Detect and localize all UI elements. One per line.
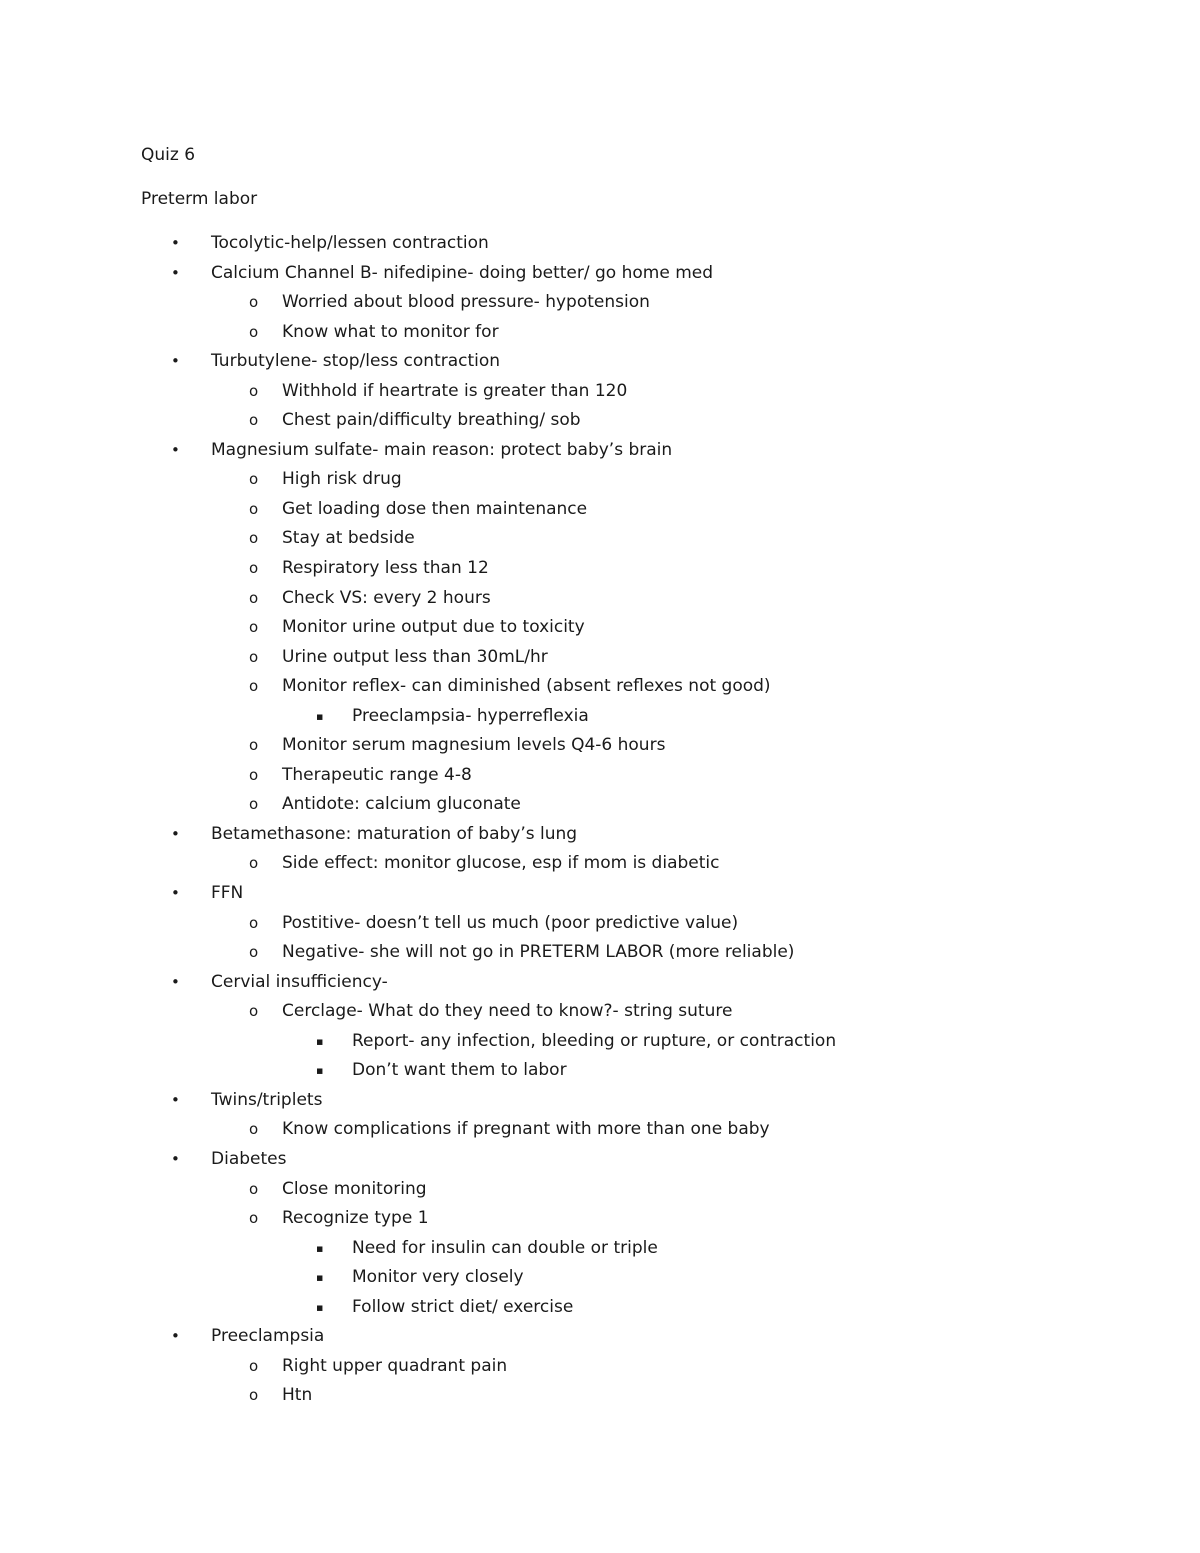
list-item <box>0 436 1200 466</box>
list-item-text: Postitive- doesn’t tell us much (poor predictive value) <box>282 912 739 933</box>
list-item-text: Monitor urine output due to toxicity <box>282 617 585 638</box>
list-item <box>0 465 1200 495</box>
list-item <box>0 849 1200 879</box>
bullet-circle-icon: o <box>249 677 259 696</box>
list-item-text: Worried about blood pressure- hypotension <box>282 292 650 313</box>
list-item <box>0 1352 1200 1382</box>
list-item-text: Therapeutic range 4-8 <box>282 764 472 785</box>
list-item-text: Diabetes <box>211 1148 287 1169</box>
bullet-circle-icon: o <box>249 499 259 518</box>
list-item <box>0 968 1200 998</box>
list-item-text: Htn <box>282 1385 313 1406</box>
list-item-text: Get loading dose then maintenance <box>282 498 588 519</box>
bullet-square-icon: ▪ <box>316 1300 324 1314</box>
list-item <box>0 229 1200 259</box>
list-item <box>0 259 1200 289</box>
bullet-circle-icon: o <box>249 381 259 400</box>
list-item <box>0 288 1200 318</box>
bullet-circle-icon: o <box>249 647 259 666</box>
bullet-circle-icon: o <box>249 293 259 312</box>
list-item <box>0 377 1200 407</box>
list-item-text: FFN <box>211 883 244 904</box>
list-item-text: Preeclampsia <box>211 1326 325 1347</box>
bullet-circle-icon: o <box>249 618 259 637</box>
list-item <box>0 347 1200 377</box>
bullet-disc-icon: • <box>171 824 180 843</box>
bullet-disc-icon: • <box>171 1090 180 1109</box>
list-item-text: Monitor reflex- can diminished (absent reflexes not good) <box>282 676 771 697</box>
list-item-text: Withhold if heartrate is greater than 120 <box>282 380 628 401</box>
list-item-text: Monitor serum magnesium levels Q4-6 hours <box>282 735 666 756</box>
bullet-square-icon: ▪ <box>316 1034 324 1048</box>
list-item-text: Monitor very closely <box>352 1267 524 1288</box>
list-item <box>0 1381 1200 1411</box>
list-item-text: Need for insulin can double or triple <box>352 1237 658 1258</box>
bullet-circle-icon: o <box>249 854 259 873</box>
list-item <box>0 1293 1200 1323</box>
list-item-text: Cervial insufficiency- <box>211 971 388 992</box>
list-item <box>0 1027 1200 1057</box>
bullet-disc-icon: • <box>171 1327 180 1346</box>
bullet-circle-icon: o <box>249 470 259 489</box>
list-item-text: Cerclage- What do they need to know?- string suture <box>282 1001 733 1022</box>
notes-list <box>0 229 1200 1411</box>
bullet-square-icon: ▪ <box>316 1241 324 1255</box>
bullet-circle-icon: o <box>249 322 259 341</box>
bullet-circle-icon: o <box>249 1179 259 1198</box>
bullet-disc-icon: • <box>171 234 180 252</box>
list-item-text: Negative- she will not go in PRETERM LABOR (more reliable) <box>282 942 795 963</box>
list-item <box>0 406 1200 436</box>
bullet-circle-icon: o <box>249 943 259 962</box>
list-item-text: Close monitoring <box>282 1178 427 1199</box>
section-heading: Preterm labor <box>141 189 258 209</box>
list-item <box>0 820 1200 850</box>
list-item <box>0 1115 1200 1145</box>
list-item <box>0 1322 1200 1352</box>
bullet-disc-icon: • <box>171 263 180 282</box>
list-item <box>0 672 1200 702</box>
bullet-disc-icon: • <box>171 972 180 991</box>
bullet-square-icon: ▪ <box>316 1271 324 1285</box>
list-item <box>0 731 1200 761</box>
list-item <box>0 613 1200 643</box>
list-item-text: Tocolytic-help/lessen contraction <box>211 233 489 253</box>
list-item <box>0 1056 1200 1086</box>
list-item <box>0 554 1200 584</box>
bullet-circle-icon: o <box>249 529 259 548</box>
list-item <box>0 1175 1200 1205</box>
list-item-text: Antidote: calcium gluconate <box>282 794 521 815</box>
bullet-disc-icon: • <box>171 884 180 903</box>
bullet-circle-icon: o <box>249 1356 259 1375</box>
list-item-text: Right upper quadrant pain <box>282 1355 508 1376</box>
list-item-text: Betamethasone: maturation of baby’s lung <box>211 823 578 844</box>
bullet-circle-icon: o <box>249 1386 259 1405</box>
bullet-circle-icon: o <box>249 1209 259 1228</box>
list-item-text: Chest pain/difficulty breathing/ sob <box>282 410 581 431</box>
list-item-text: Magnesium sulfate- main reason: protect baby’s brain <box>211 439 673 460</box>
list-item <box>0 761 1200 791</box>
bullet-circle-icon: o <box>249 411 259 430</box>
list-item-text: High risk drug <box>282 469 402 490</box>
list-item <box>0 1234 1200 1264</box>
list-item-text: Preeclampsia- hyperreflexia <box>352 705 589 726</box>
list-item-text: Don’t want them to labor <box>352 1060 567 1081</box>
list-item <box>0 790 1200 820</box>
bullet-disc-icon: • <box>171 352 180 371</box>
bullet-circle-icon: o <box>249 795 259 814</box>
list-item-text: Calcium Channel B- nifedipine- doing better/ go home med <box>211 262 714 283</box>
list-item-text: Turbutylene- stop/less contraction <box>211 351 501 372</box>
list-item-text: Stay at bedside <box>282 528 415 549</box>
list-item-text: Know complications if pregnant with more than one baby <box>282 1119 770 1140</box>
bullet-circle-icon: o <box>249 588 259 607</box>
list-item <box>0 1086 1200 1116</box>
list-item-text: Recognize type 1 <box>282 1208 429 1229</box>
list-item-text: Follow strict diet/ exercise <box>352 1296 574 1317</box>
list-item <box>0 938 1200 968</box>
list-item <box>0 1145 1200 1175</box>
list-item <box>0 702 1200 732</box>
list-item <box>0 909 1200 939</box>
list-item-text: Urine output less than 30mL/hr <box>282 646 548 667</box>
list-item <box>0 1263 1200 1293</box>
bullet-circle-icon: o <box>249 913 259 932</box>
bullet-circle-icon: o <box>249 559 259 578</box>
bullet-square-icon: ▪ <box>316 1064 324 1078</box>
bullet-disc-icon: • <box>171 1149 180 1168</box>
list-item <box>0 584 1200 614</box>
list-item <box>0 1204 1200 1234</box>
list-item <box>0 318 1200 348</box>
bullet-disc-icon: • <box>171 440 180 459</box>
list-item <box>0 495 1200 525</box>
list-item-text: Check VS: every 2 hours <box>282 587 491 608</box>
list-item <box>0 524 1200 554</box>
list-item <box>0 997 1200 1027</box>
bullet-square-icon: ▪ <box>316 709 324 723</box>
bullet-circle-icon: o <box>249 1120 259 1139</box>
bullet-circle-icon: o <box>249 1002 259 1021</box>
list-item-text: Side effect: monitor glucose, esp if mom is diabetic <box>282 853 720 874</box>
list-item <box>0 879 1200 909</box>
list-item-text: Know what to monitor for <box>282 321 499 342</box>
list-item-text: Respiratory less than 12 <box>282 558 489 579</box>
bullet-circle-icon: o <box>249 736 259 755</box>
bullet-circle-icon: o <box>249 765 259 784</box>
list-item-text: Twins/triplets <box>211 1089 323 1110</box>
list-item <box>0 643 1200 673</box>
page-title: Quiz 6 <box>141 145 196 165</box>
list-item-text: Report- any infection, bleeding or rupture, or contraction <box>352 1030 837 1051</box>
